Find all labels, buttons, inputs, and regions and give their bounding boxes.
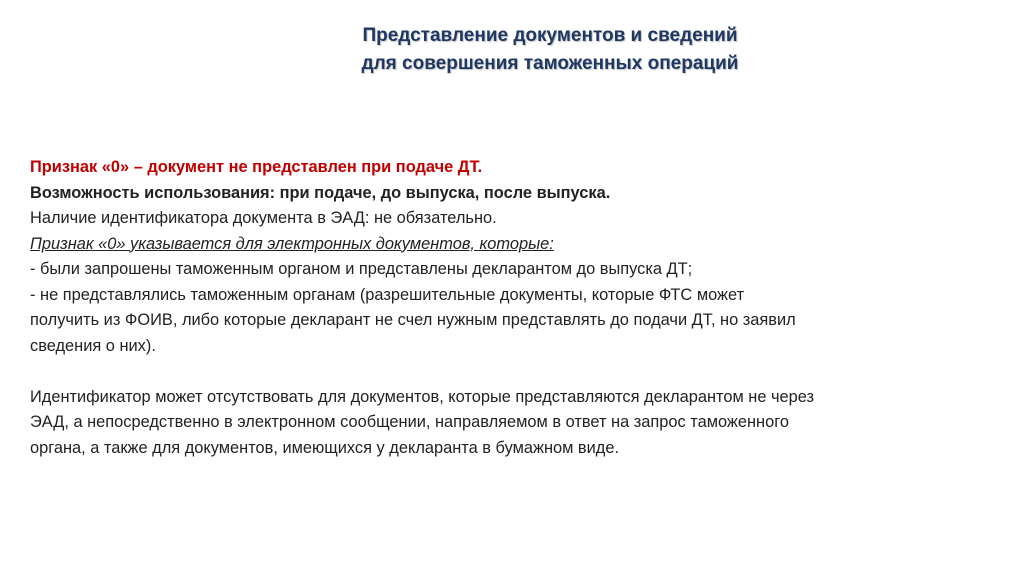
sign-zero-definition: Признак «0» – документ не представлен при подаче ДТ. (30, 158, 483, 176)
paragraph-spacer (30, 359, 990, 385)
slide-title-line-1: Представление документов и сведений (362, 25, 738, 46)
identifier-paragraph-line-1: Идентификатор может отсутствовать для документов, которые представляются декларантом не через (30, 387, 815, 406)
identifier-paragraph-line-3: органа, а также для документов, имеющихся у декларанта в бумажном виде. (30, 438, 620, 457)
identifier-requirement: Наличие идентификатора документа в ЭАД: не обязательно. (30, 209, 497, 227)
sign-zero-heading: Признак «0» указывается для электронных документов, которые: (30, 234, 554, 253)
slide-body (30, 155, 990, 461)
list-item-not-submitted-line-2: получить из ФОИВ, либо которые декларант не счел нужным представлять до подачи ДТ, но заявил (30, 311, 796, 329)
identifier-paragraph-line-2: ЭАД, а непосредственно в электронном сообщении, направляемом в ответ на запрос таможенного (30, 413, 789, 431)
slide-title-line-2: для совершения таможенных операций (361, 53, 739, 74)
usage-possibility: Возможность использования: при подаче, до выпуска, после выпуска. (30, 183, 611, 202)
list-item-not-submitted-line-3: сведения о них). (30, 336, 156, 355)
list-item-requested: - были запрошены таможенным органом и представлены декларантом до выпуска ДТ; (30, 260, 693, 278)
list-item-not-submitted-line-1: - не представлялись таможенным органам (разрешительные документы, которые ФТС может (30, 285, 745, 304)
slide-title (240, 22, 860, 78)
